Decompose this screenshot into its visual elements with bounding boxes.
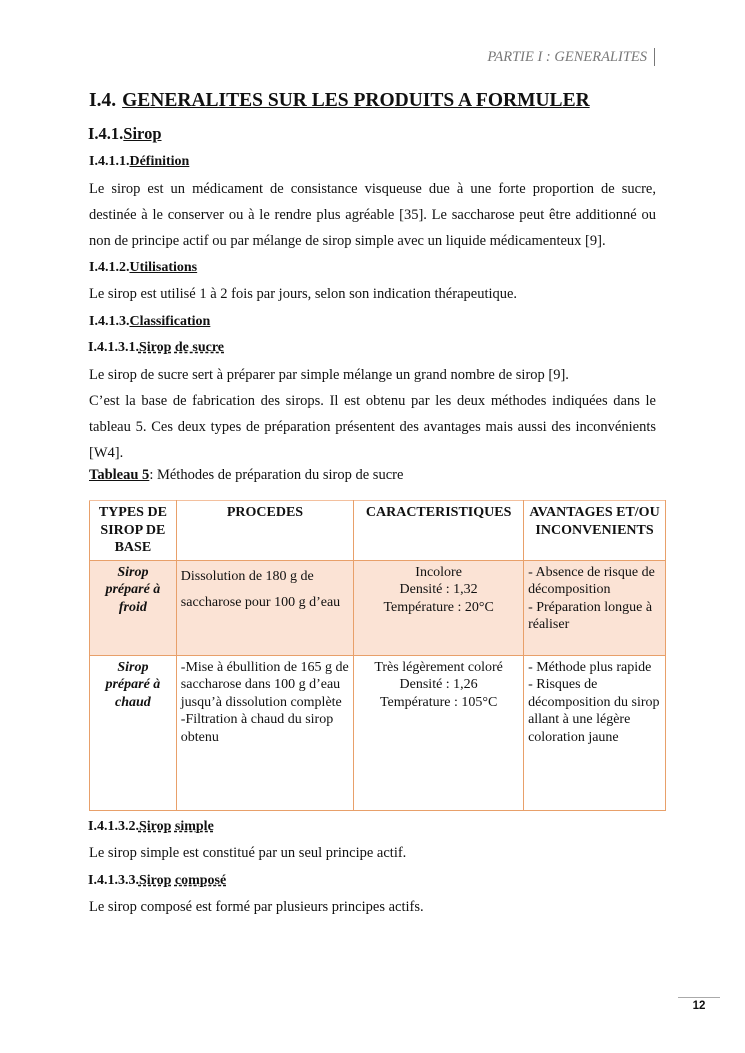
sirop-simple-heading [88, 819, 214, 835]
running-header: PARTIE I : GENERALITES [487, 48, 655, 66]
sirop-compose-paragraph: Le sirop composé est formé par plusieurs principes actifs. [89, 899, 424, 915]
sirop-compose-number: I.4.1.3.3. [88, 873, 139, 888]
row-procedes-cell [176, 655, 353, 810]
table-caption-label: Tableau 5 [89, 467, 150, 483]
classification-title: Classification [129, 314, 211, 329]
procede-line: -Mise à ébullition de 165 g de saccharose dans 100 g d’eau jusqu’à dissolution complète [180, 659, 349, 710]
sirop-simple-title-word1: Sirop [138, 819, 172, 834]
footer-divider [678, 997, 720, 998]
row-caracteristiques-cell [354, 655, 524, 810]
section-number: I.4. [89, 90, 117, 111]
sirop-compose-heading [88, 873, 226, 889]
table-row [90, 655, 666, 810]
row-type-cell: Sirop préparé à froid [90, 560, 177, 655]
sirop-de-sucre-number: I.4.1.3.1. [88, 340, 139, 355]
avantage-line: - Risques de décomposition du sirop allant à une légère coloration jaune [528, 677, 660, 745]
sirop-compose-title-word2: composé [174, 873, 227, 888]
table-caption [89, 467, 403, 484]
utilisations-paragraph: Le sirop est utilisé 1 à 2 fois par jours, selon son indication thérapeutique. [89, 286, 518, 302]
caracteristique-line: Densité : 1,26 [399, 677, 478, 692]
header-procedes: PROCEDES [176, 501, 353, 561]
caracteristique-line: Très légèrement coloré [374, 659, 503, 675]
row-type-cell: Sirop préparé à chaud [90, 655, 177, 810]
sirop-de-sucre-paragraph-2: C’est la base de fabrication des sirops. Il est obtenu par les deux méthodes indiquées dans le tableau 5. Ces deux types de préparation présentent des avantages mais aussi des inconvénients [W4]. [89, 393, 656, 461]
row-avantages-cell [524, 655, 666, 810]
header-caracteristiques: CARACTERISTIQUES [354, 501, 524, 561]
definition-paragraph: Le sirop est un médicament de consistance visqueuse due à une forte proportion de sucre, destinée à le conserver ou à le rendre plus agréable [35]. Le saccharose peut être additionné ou non de principe actif ou par mélange de sirop simple avec un liquide médicamenteux [9]. [89, 181, 656, 249]
preparation-methods-table [89, 500, 666, 811]
header-types: TYPES DE SIROP DE BASE [90, 501, 177, 561]
utilisations-number: I.4.1.2. [89, 260, 130, 275]
classification-heading [89, 314, 210, 330]
section-title: GENERALITES SUR LES PRODUITS A FORMULER [122, 90, 590, 111]
subsection-number: I.4.1. [88, 124, 124, 143]
table-row [90, 560, 666, 655]
definition-heading [89, 154, 189, 170]
caracteristique-line: Densité : 1,32 [399, 582, 478, 597]
row-procedes-cell: Dissolution de 180 g de saccharose pour 100 g d’eau [176, 560, 353, 655]
table-caption-text: : Méthodes de préparation du sirop de sucre [149, 467, 404, 483]
sirop-simple-title-word2: simple [174, 819, 214, 834]
subsection-title: Sirop [123, 124, 162, 143]
caracteristique-line: Température : 20°C [383, 599, 494, 615]
sirop-de-sucre-title-word1: Sirop [138, 340, 172, 355]
sirop-de-sucre-title-word2: de sucre [174, 340, 225, 355]
sirop-simple-number: I.4.1.3.2. [88, 819, 139, 834]
caracteristique-line: Incolore [415, 564, 462, 580]
procede-line: -Filtration à chaud du sirop obtenu [180, 712, 334, 745]
avantage-line: - Préparation longue à réaliser [528, 599, 653, 632]
utilisations-title: Utilisations [129, 260, 198, 275]
sirop-simple-paragraph: Le sirop simple est constitué par un seul principe actif. [89, 845, 407, 861]
section-heading [89, 90, 590, 112]
sirop-compose-title-word1: Sirop [138, 873, 172, 888]
classification-number: I.4.1.3. [89, 314, 130, 329]
definition-number: I.4.1.1. [89, 154, 130, 169]
row-caracteristiques-cell [354, 560, 524, 655]
header-avantages: AVANTAGES ET/OU INCONVENIENTS [524, 501, 666, 561]
table-header-row [90, 501, 666, 561]
utilisations-heading [89, 260, 197, 276]
avantage-line: - Absence de risque de décomposition [528, 564, 655, 597]
sirop-de-sucre-heading [88, 340, 224, 356]
page-number: 12 [692, 1000, 706, 1012]
avantage-line: - Méthode plus rapide [528, 659, 652, 675]
caracteristique-line: Température : 105°C [379, 694, 498, 710]
row-avantages-cell [524, 560, 666, 655]
subsection-heading [88, 124, 162, 144]
definition-title: Définition [129, 154, 190, 169]
sirop-de-sucre-paragraph-1: Le sirop de sucre sert à préparer par simple mélange un grand nombre de sirop [9]. [89, 367, 569, 383]
